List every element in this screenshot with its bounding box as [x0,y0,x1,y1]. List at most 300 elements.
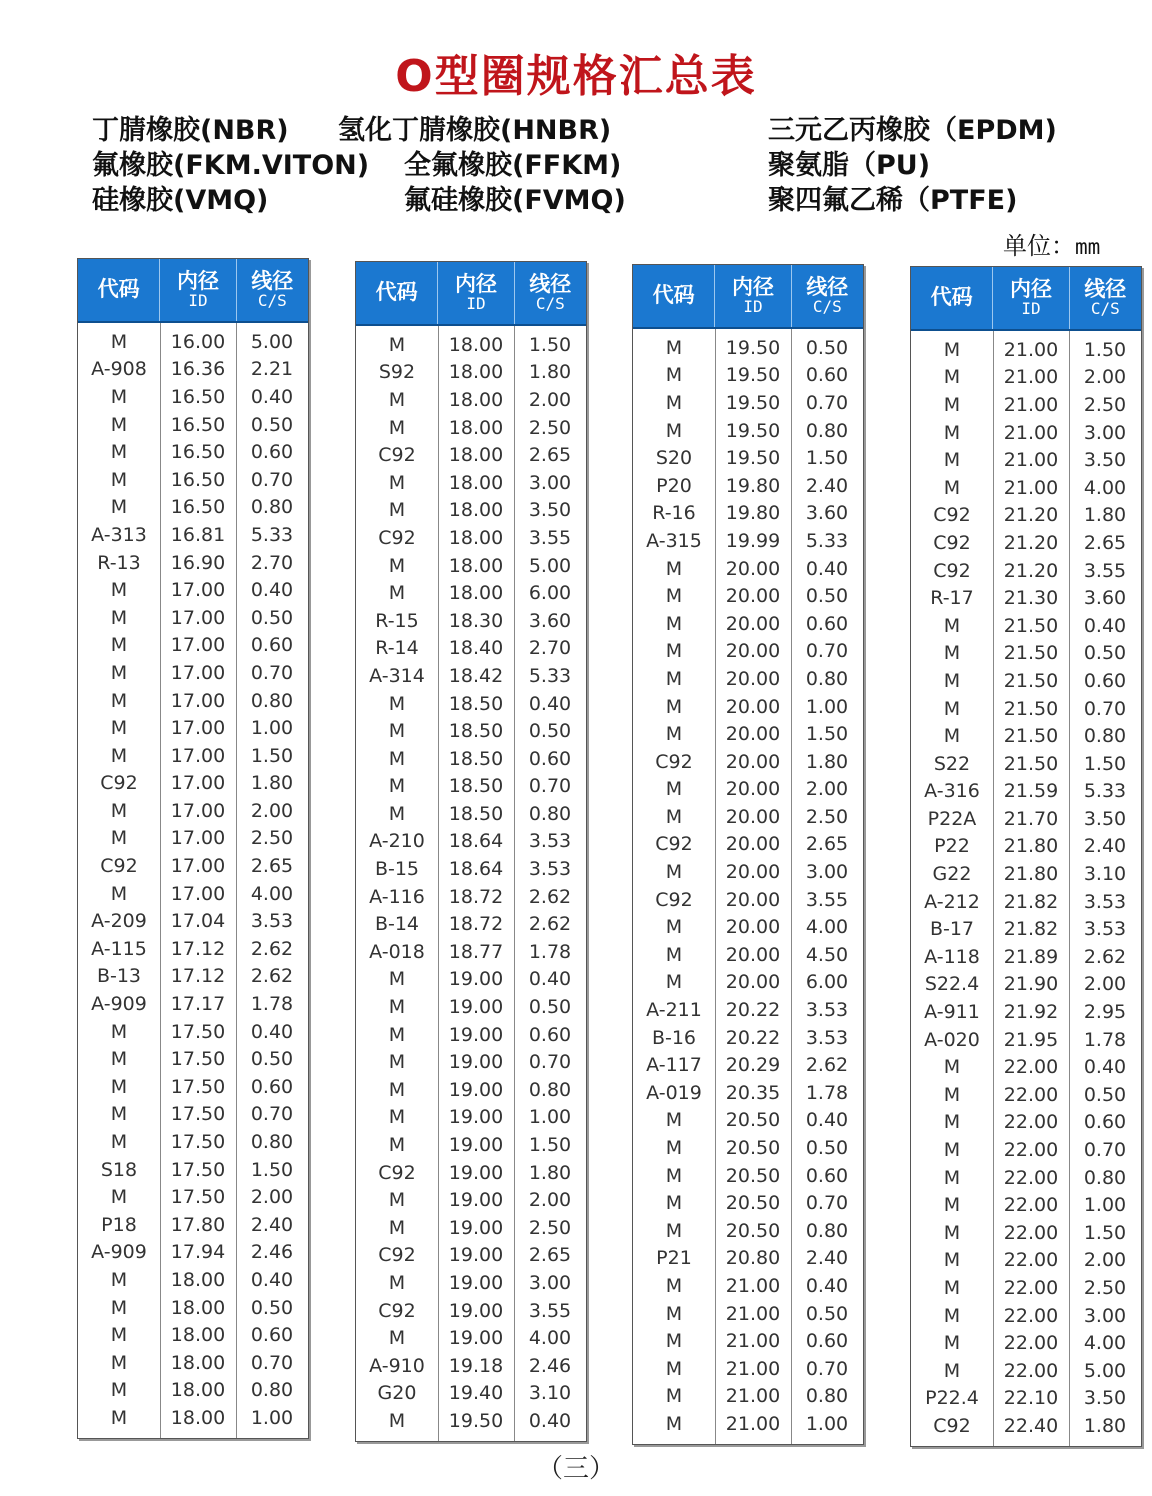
cell-cross-section: 2.00 [250,1186,294,1209]
material-ffkm: 全氟橡胶(FFKM) [404,150,622,181]
table-row [911,502,1141,530]
cell-cross-section: 3.53 [528,830,572,853]
cell-cross-section: 2.21 [250,358,294,381]
cell-code: M [943,1249,961,1272]
cell-code: M [943,697,961,720]
cell-cross-section: 2.50 [805,805,849,828]
cell-inner-diameter: 21.00 [1003,366,1059,389]
cell-cross-section: 2.00 [1083,973,1127,996]
cell-inner-diameter: 18.72 [448,885,504,908]
cell-code: R-16 [652,502,696,525]
cell-inner-diameter: 18.00 [170,1296,226,1319]
cell-code: P20 [656,474,692,497]
cell-inner-diameter: 21.89 [1003,945,1059,968]
cell-cross-section: 3.53 [1083,918,1127,941]
table-row [911,722,1141,750]
table-row [78,411,308,439]
cell-code: M [388,692,406,715]
cell-cross-section: 2.40 [1083,835,1127,858]
cell-inner-diameter: 20.00 [725,833,781,856]
cell-inner-diameter: 18.50 [448,692,504,715]
cell-inner-diameter: 19.00 [448,968,504,991]
table-row [78,1349,308,1377]
cell-cross-section: 5.00 [250,330,294,353]
table-row [356,1186,586,1214]
cell-inner-diameter: 19.00 [448,1299,504,1322]
table-row [633,858,863,886]
cell-inner-diameter: 17.12 [170,965,226,988]
cell-code: C92 [378,526,416,549]
cell-code: B-14 [374,913,420,936]
unit-prefix: 单位： [1003,232,1075,260]
cell-cross-section: 2.40 [805,474,849,497]
cell-cross-section: 3.55 [528,526,572,549]
cell-inner-diameter: 17.50 [170,1186,226,1209]
cell-inner-diameter: 21.00 [1003,393,1059,416]
cell-inner-diameter: 20.00 [725,750,781,773]
cell-inner-diameter: 20.50 [725,1109,781,1132]
header-code [911,267,993,329]
cell-code: M [110,1048,128,1071]
cell-code: M [388,968,406,991]
cell-inner-diameter: 17.50 [170,1158,226,1181]
cell-inner-diameter: 20.00 [725,888,781,911]
cell-cross-section: 0.60 [805,1164,849,1187]
cell-code: C92 [378,1299,416,1322]
table-row [911,695,1141,723]
cell-code: C92 [378,1244,416,1267]
cell-code: M [388,996,406,1019]
cell-inner-diameter: 16.81 [170,523,226,546]
cell-cross-section: 1.00 [805,1412,849,1435]
cell-cross-section: 0.70 [805,391,849,414]
table-row [78,438,308,466]
cell-inner-diameter: 21.92 [1003,1001,1059,1024]
table-row [356,1076,586,1104]
cell-code: M [665,1412,683,1435]
cell-code: M [665,1219,683,1242]
header-cs-en: C/S [812,296,842,316]
table-row [356,993,586,1021]
cell-inner-diameter: 21.20 [1003,559,1059,582]
cell-code: R-14 [375,637,419,660]
cell-code: M [665,723,683,746]
cell-inner-diameter: 16.50 [170,496,226,519]
cell-code: M [943,1304,961,1327]
cell-cross-section: 6.00 [528,582,572,605]
cell-inner-diameter: 20.50 [725,1219,781,1242]
table-row [356,1159,586,1187]
cell-code: C92 [100,772,138,795]
table-row [633,1107,863,1135]
table-row [78,549,308,577]
cell-inner-diameter: 17.80 [170,1213,226,1236]
cell-cross-section: 2.62 [528,885,572,908]
cell-cross-section: 0.80 [805,1219,849,1242]
cell-cross-section: 4.00 [1083,1332,1127,1355]
cell-inner-diameter: 17.00 [170,799,226,822]
cell-cross-section: 2.46 [528,1354,572,1377]
header-code-label: 代码 [652,283,695,308]
table-row [356,1048,586,1076]
table-row [911,1219,1141,1247]
cell-inner-diameter: 16.00 [170,330,226,353]
table-row [911,1247,1141,1275]
table-row [911,943,1141,971]
cell-inner-diameter: 19.50 [725,336,781,359]
cell-inner-diameter: 20.00 [725,612,781,635]
cell-cross-section: 2.62 [805,1054,849,1077]
cell-cross-section: 0.50 [805,585,849,608]
cell-inner-diameter: 22.00 [1003,1276,1059,1299]
cell-code: S92 [378,361,416,384]
cell-code: M [388,499,406,522]
cell-inner-diameter: 18.00 [170,1324,226,1347]
cell-cross-section: 0.80 [528,1078,572,1101]
cell-inner-diameter: 21.80 [1003,863,1059,886]
material-epdm: 三元乙丙橡胶（EPDM) [768,115,1057,146]
cell-inner-diameter: 22.40 [1003,1414,1059,1437]
header-cs-zh: 线径 [529,272,572,297]
table-row [356,359,586,387]
table-row [78,1018,308,1046]
table-row [911,612,1141,640]
table-row [633,334,863,362]
cell-code: M [388,582,406,605]
table-row [356,1269,586,1297]
cell-code: M [388,333,406,356]
cell-cross-section: 1.50 [528,333,572,356]
table-row [78,742,308,770]
cell-cross-section: 2.65 [528,1244,572,1267]
table-row [78,990,308,1018]
cell-code: A-116 [369,885,425,908]
table-row [78,770,308,798]
table-row [356,1214,586,1242]
cell-inner-diameter: 17.50 [170,1020,226,1043]
cell-cross-section: 0.60 [250,441,294,464]
table-row [356,800,586,828]
table-row [633,444,863,472]
cell-cross-section: 0.50 [250,606,294,629]
table-row [78,1321,308,1349]
cell-inner-diameter: 19.00 [448,1244,504,1267]
table-row [911,1274,1141,1302]
cell-cross-section: 0.70 [250,468,294,491]
table-row [633,472,863,500]
table-row [633,886,863,914]
material-fkm: 氟橡胶(FKM.VITON) [92,150,370,181]
cell-cross-section: 3.00 [805,861,849,884]
table-row [356,1352,586,1380]
cell-inner-diameter: 18.00 [170,1406,226,1429]
cell-cross-section: 1.78 [250,993,294,1016]
cell-cross-section: 0.80 [805,1385,849,1408]
cell-cross-section: 3.00 [528,1271,572,1294]
cell-inner-diameter: 22.00 [1003,1056,1059,1079]
table-row [356,1104,586,1132]
cell-inner-diameter: 21.00 [1003,338,1059,361]
cell-code: M [110,468,128,491]
cell-cross-section: 2.40 [805,1247,849,1270]
table-row [356,607,586,635]
cell-code: M [943,1276,961,1299]
cell-code: A-210 [369,830,425,853]
table-row [78,1156,308,1184]
cell-cross-section: 3.60 [805,502,849,525]
cell-cross-section: 3.53 [805,1026,849,1049]
cell-code: M [110,717,128,740]
table-row [356,579,586,607]
cell-cross-section: 2.46 [250,1241,294,1264]
table-row [633,941,863,969]
cell-code: M [110,882,128,905]
table-header [78,259,308,323]
cell-inner-diameter: 19.80 [725,474,781,497]
cell-cross-section: 1.80 [1083,1414,1127,1437]
cell-inner-diameter: 21.00 [725,1302,781,1325]
table-row [356,1242,586,1270]
table-row [633,803,863,831]
cell-code: M [110,1020,128,1043]
cell-cross-section: 0.40 [250,579,294,602]
cell-code: M [665,557,683,580]
table-row [356,883,586,911]
cell-inner-diameter: 21.50 [1003,614,1059,637]
cell-cross-section: 0.70 [528,775,572,798]
cell-code: M [110,634,128,657]
cell-inner-diameter: 19.50 [448,1409,504,1432]
page-title: O型圈规格汇总表 [395,51,757,102]
table-row [78,852,308,880]
cell-code: M [665,336,683,359]
cell-inner-diameter: 21.70 [1003,807,1059,830]
cell-cross-section: 1.50 [805,723,849,746]
table-row [911,584,1141,612]
table-body [356,326,586,1441]
table-row [633,913,863,941]
cell-code: M [388,802,406,825]
cell-cross-section: 2.00 [1083,366,1127,389]
cell-code: M [110,413,128,436]
cell-code: M [110,1324,128,1347]
cell-code: M [943,366,961,389]
cell-inner-diameter: 17.12 [170,937,226,960]
cell-code: R-13 [97,551,141,574]
table-row [633,555,863,583]
cell-inner-diameter: 18.30 [448,609,504,632]
cell-code: M [110,1131,128,1154]
cell-cross-section: 0.80 [250,689,294,712]
cell-cross-section: 2.00 [1083,1249,1127,1272]
cell-inner-diameter: 21.82 [1003,918,1059,941]
cell-inner-diameter: 17.00 [170,855,226,878]
cell-code: M [943,1056,961,1079]
cell-cross-section: 1.78 [805,1081,849,1104]
cell-code: C92 [655,833,693,856]
table-row [911,915,1141,943]
table-row [911,888,1141,916]
cell-cross-section: 3.10 [1083,863,1127,886]
table-row [356,773,586,801]
cell-code: M [388,1106,406,1129]
table-row [911,364,1141,392]
table-row [633,638,863,666]
header-code [78,259,160,321]
spec-table-4 [910,266,1142,1447]
cell-inner-diameter: 22.00 [1003,1249,1059,1272]
cell-cross-section: 2.65 [805,833,849,856]
cell-cross-section: 3.50 [1083,807,1127,830]
cell-cross-section: 0.60 [528,747,572,770]
cell-inner-diameter: 19.00 [448,1078,504,1101]
cell-code: A-209 [91,910,147,933]
cell-inner-diameter: 20.35 [725,1081,781,1104]
header-cs-en: C/S [1090,298,1120,318]
header-cross-section [792,265,863,327]
cell-cross-section: 0.60 [528,1023,572,1046]
cell-inner-diameter: 20.80 [725,1247,781,1270]
header-inner-diameter [993,267,1069,329]
header-inner-diameter [160,259,236,321]
cell-inner-diameter: 16.50 [170,468,226,491]
table-row [356,1380,586,1408]
cell-inner-diameter: 17.17 [170,993,226,1016]
cell-inner-diameter: 19.50 [725,447,781,470]
cell-code: M [110,496,128,519]
table-row [911,1109,1141,1137]
cell-cross-section: 2.00 [250,799,294,822]
cell-inner-diameter: 18.40 [448,637,504,660]
table-row [78,880,308,908]
cell-cross-section: 0.80 [250,1379,294,1402]
cell-inner-diameter: 20.22 [725,1026,781,1049]
cell-cross-section: 0.50 [805,1302,849,1325]
cell-inner-diameter: 20.00 [725,723,781,746]
cell-cross-section: 0.50 [250,413,294,436]
cell-cross-section: 3.60 [1083,587,1127,610]
cell-code: M [665,971,683,994]
cell-inner-diameter: 19.00 [448,1271,504,1294]
cell-cross-section: 3.50 [1083,449,1127,472]
table-row [78,714,308,742]
table-row [78,907,308,935]
cell-cross-section: 2.50 [528,1216,572,1239]
cell-cross-section: 2.70 [528,637,572,660]
table-row [78,521,308,549]
cell-inner-diameter: 21.50 [1003,642,1059,665]
cell-code: M [110,330,128,353]
header-cross-section [515,262,586,324]
table-row [78,328,308,356]
header-inner-diameter [715,265,791,327]
table-row [911,971,1141,999]
table-row [78,383,308,411]
table-row [356,1407,586,1435]
cell-code: A-315 [646,529,702,552]
cell-code: M [943,476,961,499]
table-row [78,963,308,991]
cell-cross-section: 2.00 [528,1189,572,1212]
cell-code: A-316 [924,780,980,803]
cell-inner-diameter: 19.00 [448,1134,504,1157]
cell-code: M [388,1216,406,1239]
cell-code: C92 [100,855,138,878]
header-cs-en: C/S [535,293,565,313]
table-row [78,1294,308,1322]
cell-code: M [110,661,128,684]
table-row [911,1357,1141,1385]
table-row [911,860,1141,888]
spec-table-1 [77,258,309,1439]
cell-code: M [110,1379,128,1402]
cell-inner-diameter: 17.04 [170,910,226,933]
cell-cross-section: 0.80 [528,802,572,825]
page-number: （三） [536,1454,615,1484]
cell-cross-section: 0.60 [805,1330,849,1353]
cell-code: M [110,606,128,629]
cell-inner-diameter: 18.42 [448,664,504,687]
cell-inner-diameter: 19.00 [448,1216,504,1239]
cell-code: M [388,720,406,743]
cell-cross-section: 1.50 [250,1158,294,1181]
cell-code: M [388,471,406,494]
material-fvmq: 氟硅橡胶(FVMQ) [404,185,626,216]
cell-code: M [665,695,683,718]
table-row [911,833,1141,861]
cell-cross-section: 4.00 [528,1327,572,1350]
cell-code: M [665,805,683,828]
cell-inner-diameter: 20.22 [725,999,781,1022]
cell-inner-diameter: 22.00 [1003,1139,1059,1162]
cell-inner-diameter: 21.00 [725,1274,781,1297]
cell-inner-diameter: 21.50 [1003,725,1059,748]
cell-code: M [388,775,406,798]
cell-inner-diameter: 19.00 [448,1051,504,1074]
cell-code: R-15 [375,609,419,632]
table-row [633,1410,863,1438]
cell-inner-diameter: 20.50 [725,1192,781,1215]
cell-code: B-15 [374,858,420,881]
cell-cross-section: 0.50 [1083,642,1127,665]
table-row [633,693,863,721]
cell-code: C92 [378,1161,416,1184]
table-row [78,1045,308,1073]
table-body [911,331,1141,1446]
material-vmq: 硅橡胶(VMQ) [92,185,269,216]
cell-inner-diameter: 19.00 [448,1327,504,1350]
cell-code: M [943,725,961,748]
cell-code: M [943,1083,961,1106]
header-code-label: 代码 [97,277,140,302]
table-row [633,389,863,417]
cell-cross-section: 6.00 [805,971,849,994]
cell-inner-diameter: 18.00 [170,1351,226,1374]
cell-inner-diameter: 21.00 [725,1412,781,1435]
cell-cross-section: 1.80 [250,772,294,795]
cell-cross-section: 3.53 [1083,890,1127,913]
cell-cross-section: 1.78 [1083,1028,1127,1051]
cell-inner-diameter: 20.00 [725,640,781,663]
cell-inner-diameter: 19.00 [448,1023,504,1046]
cell-code: M [110,1268,128,1291]
cell-code: M [110,1186,128,1209]
cell-code: M [388,1134,406,1157]
cell-cross-section: 3.50 [1083,1387,1127,1410]
table-row [356,1021,586,1049]
table-row [356,662,586,690]
cell-inner-diameter: 19.40 [448,1382,504,1405]
